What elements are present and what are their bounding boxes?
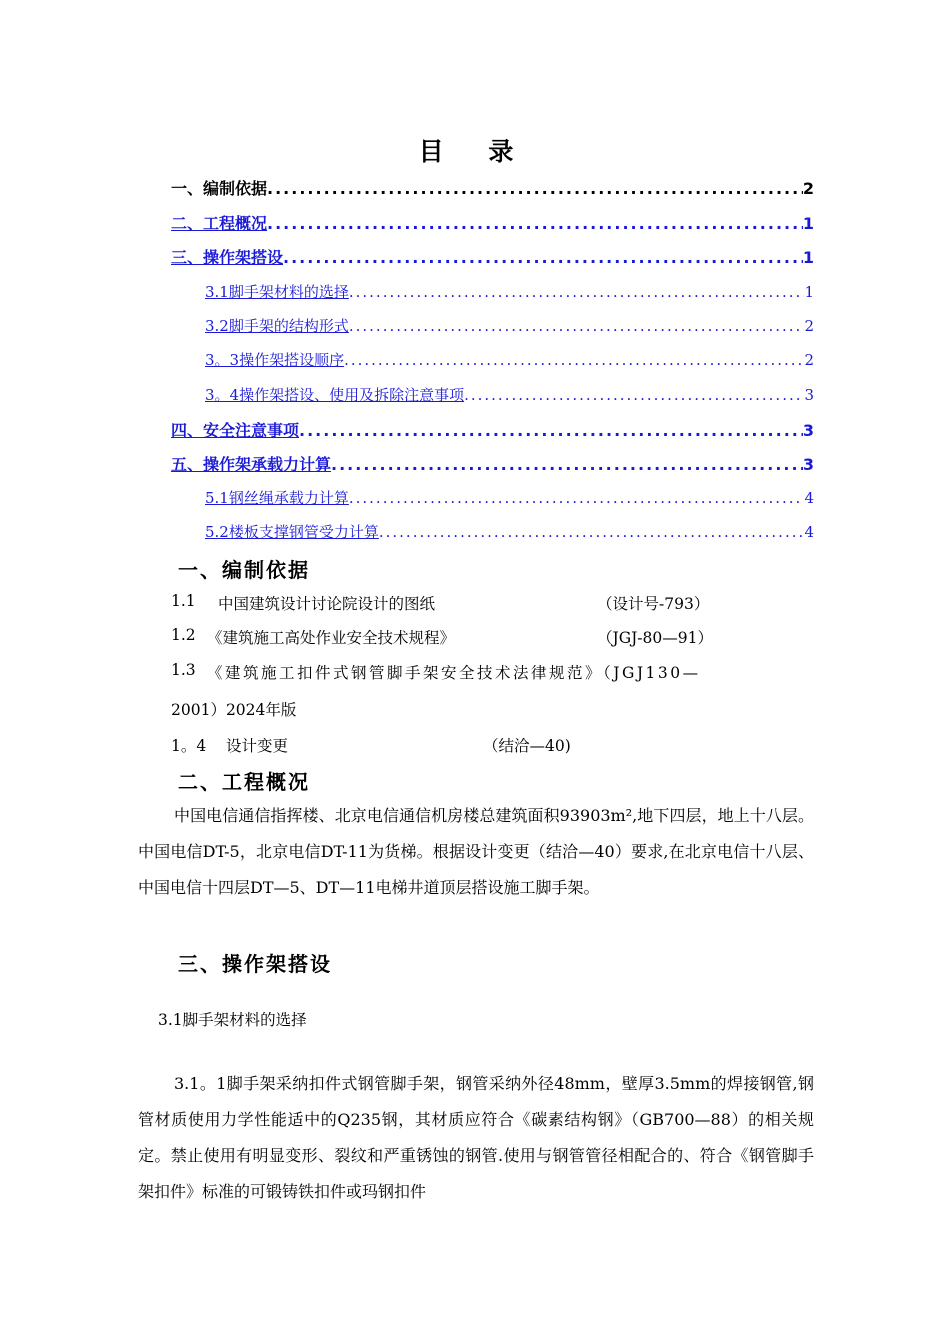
reference-text: 《建筑施工高处作业安全技术规程》 [207,629,456,647]
toc-leader-dots [379,523,805,541]
toc-entry-link[interactable] [171,452,814,475]
section-heading: 一、编制依据 [178,558,310,582]
body-paragraph [138,1066,814,1210]
reference-number: 1.1 [171,592,196,610]
toc-entry-label: 3。3操作架搭设顺序 [205,351,345,369]
toc-entry-label: 5.1钢丝绳承载力计算 [205,489,349,507]
paragraph-text: 3.1。1脚手架采纳扣件式钢管脚手架，钢管采纳外径48mm，壁厚3.5mm的焊接钢管,钢管材质使用力学性能适中的Q235钢，其材质应符合《碳素结构钢》（GB700—88）的相关规定。禁止使用有明显变形、裂纹和严重锈蚀的钢管.使用与钢管管径相配合的、符合《钢管脚手架扣件》标准的可锻铸铁扣件或玛钢扣件 [138,1074,814,1201]
toc-entry-label: 3.2脚手架的结构形式 [205,317,349,335]
toc-entry[interactable] [171,176,814,199]
reference-text: 中国建筑设计讨论院设计的图纸 [218,595,436,613]
reference-number: 1.3 [171,661,196,679]
reference-continuation: 2001）2024年版 [171,701,297,719]
toc-entry-page: 4 [804,523,814,541]
toc-entry-page: 3 [802,455,814,474]
section-heading: 二、工程概况 [178,770,310,794]
subsection-title: 3.1脚手架材料的选择 [158,1011,307,1029]
body-paragraph [138,798,814,906]
toc-entry-page: 2 [804,351,814,369]
toc-leader-dots [283,248,803,267]
toc-entry-page: 2 [802,179,814,198]
toc-entry-label: 四、安全注意事项 [171,421,300,440]
toc-leader-dots [349,489,805,507]
section-heading: 三、操作架搭设 [178,952,332,976]
toc-title: 目 录 [418,137,532,166]
toc-entry-label: 三、操作架搭设 [171,248,284,267]
reference-text: 《建筑施工扣件式钢管脚手架安全技术法律规范》（JGJ130— [207,664,701,682]
toc-entry-page: 3 [804,386,814,404]
toc-entry-label: 一、编制依据 [171,179,268,198]
reference-number: 1。4 [171,737,207,755]
toc-entry-link[interactable] [205,521,814,542]
toc-entry-label: 二、工程概况 [171,214,268,233]
toc-leader-dots [299,421,803,440]
reference-code: （JGJ-80—91） [597,629,713,647]
toc-entry-link[interactable] [205,349,814,370]
toc-entry-label: 3.1脚手架材料的选择 [205,283,349,301]
toc-entry-link[interactable] [171,418,814,441]
reference-text: 设计变更 [226,737,289,755]
reference-number: 1.2 [171,626,196,644]
toc-entry-link[interactable] [205,487,814,508]
paragraph-text: 中国电信通信指挥楼、北京电信通信机房楼总建筑面积93903m²,地下四层，地上十八层。中国电信DT-5，北京电信DT-11为货梯。根据设计变更（结洽—40）要求,在北京电信十八层、中国电信十四层DT—5、DT—11电梯井道顶层搭设施工脚手架。 [138,806,814,897]
toc-entry-link[interactable] [205,384,814,405]
toc-leader-dots [464,386,804,404]
toc-entry-label: 5.2楼板支撑钢管受力计算 [205,523,379,541]
toc-entry-link[interactable] [171,245,814,268]
toc-entry-link[interactable] [205,315,814,336]
toc-entry-link[interactable] [171,211,814,234]
toc-leader-dots [267,214,803,233]
toc-entry-page: 3 [802,421,814,440]
toc-leader-dots [349,283,805,301]
toc-leader-dots [344,351,804,369]
reference-code: （设计号-793） [597,595,710,613]
toc-entry-page: 1 [802,248,814,267]
toc-leader-dots [331,455,803,474]
reference-code: （结洽—40) [483,737,571,755]
toc-leader-dots [349,317,805,335]
toc-entry-link[interactable] [205,281,814,302]
toc-leader-dots [267,179,803,198]
toc-entry-label: 五、操作架承载力计算 [171,455,332,474]
toc-entry-page: 1 [804,283,814,301]
toc-entry-page: 4 [804,489,814,507]
toc-entry-page: 1 [802,214,814,233]
toc-entry-label: 3。4操作架搭设、使用及拆除注意事项 [205,386,465,404]
toc-entry-page: 2 [804,317,814,335]
